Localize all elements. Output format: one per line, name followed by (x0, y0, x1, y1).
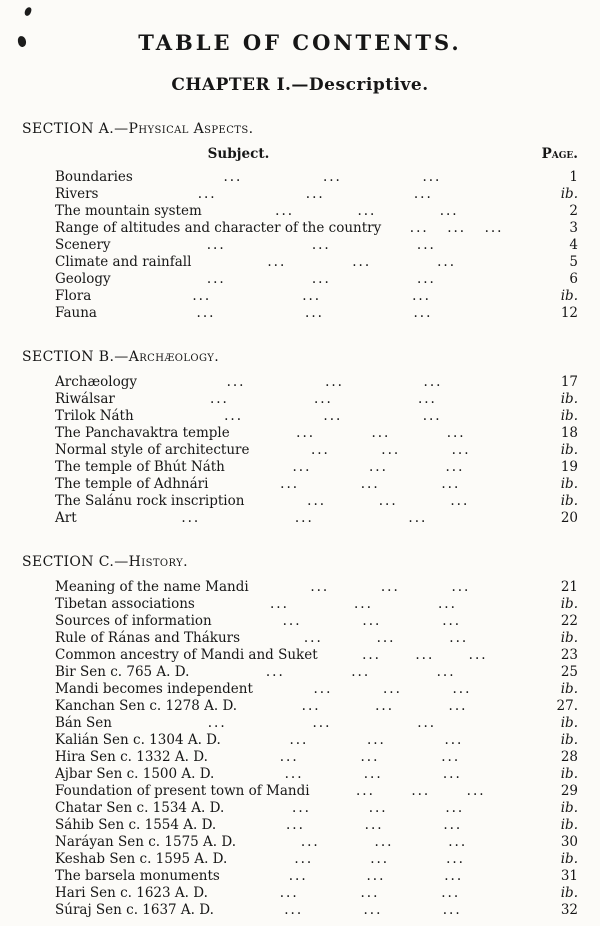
dot-leader-group: ... (439, 202, 459, 219)
page-title: TABLE OF CONTENTS. (138, 30, 462, 55)
dot-leader-group: ... (415, 646, 435, 663)
toc-page-number: 2 (569, 202, 578, 219)
dot-leaders (310, 783, 532, 800)
toc-row (22, 664, 578, 681)
toc-row (22, 510, 578, 527)
toc-subject: Chatar Sen c. 1534 A. D. (55, 799, 225, 816)
dot-leaders (214, 902, 532, 919)
dot-leader-group: ... (466, 782, 486, 799)
toc-row (22, 630, 578, 647)
toc-page-number: 31 (560, 867, 578, 884)
dot-leader-group: ... (296, 424, 316, 441)
toc-row (22, 408, 578, 425)
dot-leader-group: ... (375, 697, 394, 714)
toc-row (22, 476, 578, 493)
dot-leader-group: ... (442, 765, 462, 782)
toc-page-number: 17 (560, 373, 578, 390)
dot-leader-group: ... (378, 492, 398, 509)
dot-leader-group: ... (441, 475, 461, 492)
dot-leader-group: ... (360, 748, 380, 765)
dot-leaders (216, 817, 532, 834)
dot-leader-group: ... (280, 475, 300, 492)
dot-leader-group: ... (444, 867, 464, 884)
toc-row (22, 425, 578, 442)
toc-row (22, 885, 578, 902)
toc-subject: Fauna (55, 304, 97, 321)
dot-leader-group: ... (294, 509, 314, 526)
toc-subject: The temple of Bhút Náth (55, 458, 225, 475)
toc-subject: Rivers (55, 185, 99, 202)
dot-leaders (244, 493, 532, 510)
section-heading-prefix: SECTION C.— (22, 553, 129, 570)
toc-row (22, 203, 578, 220)
dot-leader-group: ... (209, 390, 229, 407)
toc-row (22, 305, 578, 322)
dot-leader-group: ... (445, 799, 465, 816)
dot-leader-group: ... (376, 629, 396, 646)
toc-page-number: ib. (560, 475, 578, 492)
dot-leader-group: ... (206, 236, 226, 253)
dot-leaders (249, 442, 532, 459)
dot-leader-group: ... (450, 492, 470, 509)
dot-leader-group: ... (224, 407, 243, 424)
toc-subject: The barsela monuments (55, 867, 220, 884)
toc-page-number: ib. (560, 287, 578, 304)
section-heading-prefix: SECTION A.— (22, 120, 129, 137)
dot-leaders (195, 596, 532, 613)
toc-row (22, 391, 578, 408)
dot-leader-group: ... (351, 663, 371, 680)
dot-leader-group: ... (446, 850, 465, 867)
toc-page-number: 32 (560, 901, 578, 918)
toc-subject: Riwálsar (55, 390, 115, 407)
toc-page-number: 19 (560, 458, 578, 475)
dot-leader-group: ... (444, 731, 464, 748)
toc-page-number: ib. (560, 765, 578, 782)
dot-leader-group: ... (417, 390, 437, 407)
toc-page-number: 12 (560, 304, 578, 321)
toc-page-number: 1 (569, 168, 578, 185)
dot-leaders (91, 288, 532, 305)
sections (22, 120, 578, 919)
dot-leaders (208, 476, 532, 493)
section-rows (22, 374, 578, 527)
toc-page-number: ib. (560, 816, 578, 833)
dot-leaders (224, 800, 532, 817)
toc-page-number: 6 (569, 270, 578, 287)
dot-leaders (318, 647, 532, 664)
dot-leader-group: ... (226, 373, 246, 390)
toc-page-number: ib. (560, 850, 578, 867)
dot-leaders (249, 579, 532, 596)
toc-subject: Art (55, 509, 77, 526)
dot-leaders (134, 408, 532, 425)
dot-leader-group: ... (417, 714, 437, 731)
dot-leader-group: ... (409, 219, 429, 236)
toc-subject: Normal style of architecture (55, 441, 250, 458)
section-heading-prefix: SECTION B.— (22, 348, 129, 365)
toc-page-number: 18 (560, 424, 578, 441)
dot-leaders (253, 681, 532, 698)
toc-subject: Scenery (55, 236, 111, 253)
toc-row (22, 851, 578, 868)
dot-leader-group: ... (422, 407, 442, 424)
toc-page-number: ib. (560, 390, 578, 407)
dot-leader-group: ... (303, 629, 323, 646)
dot-leader-group: ... (197, 185, 217, 202)
dot-leaders (202, 203, 532, 220)
dot-leader-group: ... (451, 578, 471, 595)
dot-leaders (115, 391, 532, 408)
column-header-row (22, 146, 578, 163)
toc-subject: Súraj Sen c. 1637 A. D. (55, 901, 214, 918)
toc-row (22, 749, 578, 766)
section-heading-name: Physical Aspects. (128, 120, 254, 137)
toc-row (22, 834, 578, 851)
dot-leader-group: ... (275, 202, 295, 219)
toc-page-number: 28 (560, 748, 578, 765)
dot-leader-group: ... (362, 646, 381, 663)
toc-subject: Meaning of the name Mandi (55, 578, 249, 595)
toc-row (22, 732, 578, 749)
dot-leader-group: ... (305, 185, 325, 202)
dot-leader-group: ... (223, 168, 243, 185)
dot-leader-group: ... (441, 748, 461, 765)
dot-leaders (236, 834, 532, 851)
dot-leader-group: ... (305, 304, 324, 321)
dot-leaders (381, 220, 532, 237)
toc-subject: The temple of Adhnári (55, 475, 209, 492)
dot-leaders (214, 766, 532, 783)
dot-leader-group: ... (284, 901, 304, 918)
dot-leaders (237, 698, 532, 715)
toc-page-number: 5 (569, 253, 578, 270)
dot-leader-group: ... (288, 867, 308, 884)
dot-leader-group: ... (441, 884, 461, 901)
dot-leader-group: ... (312, 714, 332, 731)
dot-leaders (112, 715, 532, 732)
toc-section (22, 553, 578, 919)
dot-leader-group: ... (366, 867, 386, 884)
dot-leader-group: ... (192, 287, 212, 304)
dot-leader-group: ... (196, 304, 216, 321)
dot-leader-group: ... (310, 578, 330, 595)
toc-subject: Kanchan Sen c. 1278 A. D. (55, 697, 238, 714)
toc-row (22, 902, 578, 919)
toc-row (22, 220, 578, 237)
dot-leader-group: ... (357, 202, 377, 219)
dot-leader-group: ... (352, 253, 372, 270)
toc-row (22, 186, 578, 203)
dot-leader-group: ... (360, 884, 380, 901)
dot-leader-group: ... (292, 799, 311, 816)
dot-leaders (208, 885, 532, 902)
toc-page-number: 22 (560, 612, 578, 629)
toc-subject: The mountain system (55, 202, 202, 219)
dot-leaders (189, 664, 532, 681)
toc-page-number: ib. (560, 799, 578, 816)
toc-subject: Trilok Náth (55, 407, 134, 424)
dot-leader-group: ... (380, 578, 400, 595)
dot-leader-group: ... (279, 748, 299, 765)
toc-row (22, 254, 578, 271)
dot-leader-group: ... (181, 509, 201, 526)
section-heading-name: History. (128, 553, 188, 570)
dot-leaders (221, 732, 532, 749)
dot-leader-group: ... (413, 185, 433, 202)
dot-leader-group: ... (449, 629, 469, 646)
toc-subject: Bir Sen c. 765 A. D. (55, 663, 190, 680)
dot-leader-group: ... (437, 253, 456, 270)
toc-row (22, 596, 578, 613)
dot-leader-group: ... (366, 731, 386, 748)
toc-subject: Tibetan associations (55, 595, 195, 612)
toc-subject: Rule of Ránas and Thákurs (55, 629, 241, 646)
dot-leader-group: ... (468, 646, 488, 663)
dot-leader-group: ... (413, 304, 433, 321)
dot-leader-group: ... (311, 236, 331, 253)
dot-leader-group: ... (206, 270, 226, 287)
toc-section (22, 120, 578, 322)
toc-row (22, 613, 578, 630)
toc-page-number: 4 (569, 236, 578, 253)
dot-leader-group: ... (307, 492, 327, 509)
toc-subject: Climate and rainfall (55, 253, 192, 270)
toc-page-number: 20 (560, 509, 578, 526)
dot-leader-group: ... (364, 816, 384, 833)
toc-page-number: ib. (560, 884, 578, 901)
dot-leader-group: ... (313, 680, 333, 697)
toc-subject: Naráyan Sen c. 1575 A. D. (55, 833, 237, 850)
toc-page-number: 3 (569, 219, 578, 236)
dot-leader-group: ... (448, 697, 468, 714)
dot-leaders (111, 237, 532, 254)
dot-leader-group: ... (408, 509, 428, 526)
toc-row (22, 374, 578, 391)
dot-leaders (240, 630, 532, 647)
dot-leader-group: ... (301, 697, 321, 714)
toc-row (22, 715, 578, 732)
dot-leader-group: ... (362, 612, 382, 629)
dot-leader-group: ... (422, 168, 442, 185)
toc-row (22, 681, 578, 698)
toc-page-number: ib. (560, 185, 578, 202)
toc-row (22, 783, 578, 800)
section-rows (22, 169, 578, 322)
toc-page-number: ib. (560, 714, 578, 731)
dot-leader-group: ... (370, 850, 390, 867)
toc-subject: Range of altitudes and character of the country (55, 219, 382, 236)
toc-subject: Flora (55, 287, 92, 304)
dot-leader-group: ... (325, 373, 344, 390)
toc-row (22, 442, 578, 459)
toc-page-number: 27. (556, 697, 578, 714)
dot-leader-group: ... (282, 612, 302, 629)
dot-leader-group: ... (371, 424, 391, 441)
toc-subject: Sáhib Sen c. 1554 A. D. (55, 816, 217, 833)
toc-page-number: 23 (560, 646, 578, 663)
dot-leader-group: ... (383, 680, 402, 697)
dot-leader-group: ... (442, 612, 462, 629)
dot-leaders (212, 613, 532, 630)
dot-leader-group: ... (436, 663, 456, 680)
section-rows (22, 579, 578, 919)
dot-leader-group: ... (368, 799, 388, 816)
dot-leader-group: ... (302, 287, 322, 304)
dot-leader-group: ... (313, 390, 333, 407)
toc-page-number: ib. (560, 492, 578, 509)
dot-leader-group: ... (354, 595, 373, 612)
toc-row (22, 698, 578, 715)
dot-leader-group: ... (267, 253, 287, 270)
dot-leader-group: ... (363, 765, 383, 782)
dot-leaders (227, 851, 532, 868)
toc-row (22, 271, 578, 288)
toc-row (22, 766, 578, 783)
toc-page-number: 21 (560, 578, 578, 595)
toc-subject: The Salánu rock inscription (55, 492, 245, 509)
dot-leaders (137, 374, 532, 391)
toc-row (22, 237, 578, 254)
toc-page-number: ib. (560, 595, 578, 612)
dot-leader-group: ... (356, 782, 375, 799)
dot-leader-group: ... (446, 424, 466, 441)
dot-leader-group: ... (286, 816, 305, 833)
toc-page-number: ib. (560, 441, 578, 458)
dot-leader-group: ... (381, 441, 401, 458)
dot-leader-group: ... (292, 458, 312, 475)
toc-subject: Ajbar Sen c. 1500 A. D. (55, 765, 215, 782)
dot-leader-group: ... (411, 782, 431, 799)
toc-subject: Mandi becomes independent (55, 680, 253, 697)
toc-page-number: ib. (560, 629, 578, 646)
section-heading (22, 553, 578, 571)
dot-leader-group: ... (368, 458, 388, 475)
toc-subject: Boundaries (55, 168, 133, 185)
dot-leader-group: ... (452, 680, 472, 697)
dot-leader-group: ... (448, 833, 468, 850)
toc-subject: The Panchavaktra temple (55, 424, 230, 441)
dot-leader-group: ... (294, 850, 314, 867)
scan-artifact (24, 6, 32, 16)
toc-subject: Archæology (55, 373, 137, 390)
toc-page-number: ib. (560, 680, 578, 697)
section-heading (22, 120, 578, 138)
toc-page-number: ib. (560, 407, 578, 424)
toc-page-number: ib. (560, 731, 578, 748)
dot-leader-group: ... (265, 663, 285, 680)
dot-leader-group: ... (310, 441, 330, 458)
dot-leaders (225, 459, 532, 476)
toc-subject: Keshab Sen c. 1595 A. D. (55, 850, 228, 867)
toc-subject: Hira Sen c. 1332 A. D. (55, 748, 208, 765)
dot-leader-group: ... (451, 441, 471, 458)
toc-subject: Geology (55, 270, 111, 287)
toc-subject: Foundation of present town of Mandi (55, 782, 310, 799)
toc-row (22, 459, 578, 476)
dot-leader-group: ... (311, 270, 331, 287)
dot-leader-group: ... (207, 714, 227, 731)
toc-row (22, 579, 578, 596)
dot-leader-group: ... (323, 407, 343, 424)
chapter-heading: CHAPTER I.—Descriptive. (171, 75, 429, 96)
dot-leader-group: ... (443, 816, 463, 833)
dot-leaders (230, 425, 532, 442)
dot-leaders (208, 749, 532, 766)
toc-section (22, 348, 578, 527)
column-header-page: Page. (541, 145, 578, 162)
dot-leader-group: ... (416, 236, 436, 253)
dot-leader-group: ... (289, 731, 309, 748)
dot-leaders (77, 510, 532, 527)
dot-leaders (111, 271, 532, 288)
toc-subject: Hari Sen c. 1623 A. D. (55, 884, 208, 901)
toc-row (22, 647, 578, 664)
dot-leader-group: ... (447, 219, 467, 236)
dot-leader-group: ... (416, 270, 436, 287)
toc-row (22, 493, 578, 510)
toc-row (22, 288, 578, 305)
toc-subject: Common ancestry of Mandi and Suket (55, 646, 318, 663)
dot-leaders (133, 169, 532, 186)
toc-subject: Bán Sen (55, 714, 112, 731)
toc-page-number: 29 (560, 782, 578, 799)
toc-row (22, 868, 578, 885)
dot-leader-group: ... (438, 595, 457, 612)
dot-leader-group: ... (284, 765, 304, 782)
dot-leader-group: ... (322, 168, 342, 185)
dot-leader-group: ... (279, 884, 299, 901)
toc-row (22, 817, 578, 834)
dot-leader-group: ... (360, 475, 380, 492)
dot-leaders (191, 254, 532, 271)
toc-page-number: 25 (560, 663, 578, 680)
section-heading (22, 348, 578, 366)
dot-leader-group: ... (374, 833, 394, 850)
dot-leaders (220, 868, 532, 885)
dot-leader-group: ... (300, 833, 320, 850)
toc-subject: Kalián Sen c. 1304 A. D. (55, 731, 221, 748)
dot-leader-group: ... (484, 219, 504, 236)
toc-subject: Sources of information (55, 612, 212, 629)
dot-leader-group: ... (442, 901, 462, 918)
section-heading-name: Archæology. (128, 348, 220, 365)
dot-leaders (98, 186, 532, 203)
dot-leader-group: ... (423, 373, 443, 390)
column-header-subject: Subject. (207, 145, 270, 162)
toc-page-number: 30 (560, 833, 578, 850)
dot-leaders (97, 305, 532, 322)
dot-leader-group: ... (363, 901, 383, 918)
toc-row (22, 169, 578, 186)
dot-leader-group: ... (445, 458, 465, 475)
dot-leader-group: ... (270, 595, 289, 612)
toc-row (22, 800, 578, 817)
dot-leader-group: ... (412, 287, 431, 304)
